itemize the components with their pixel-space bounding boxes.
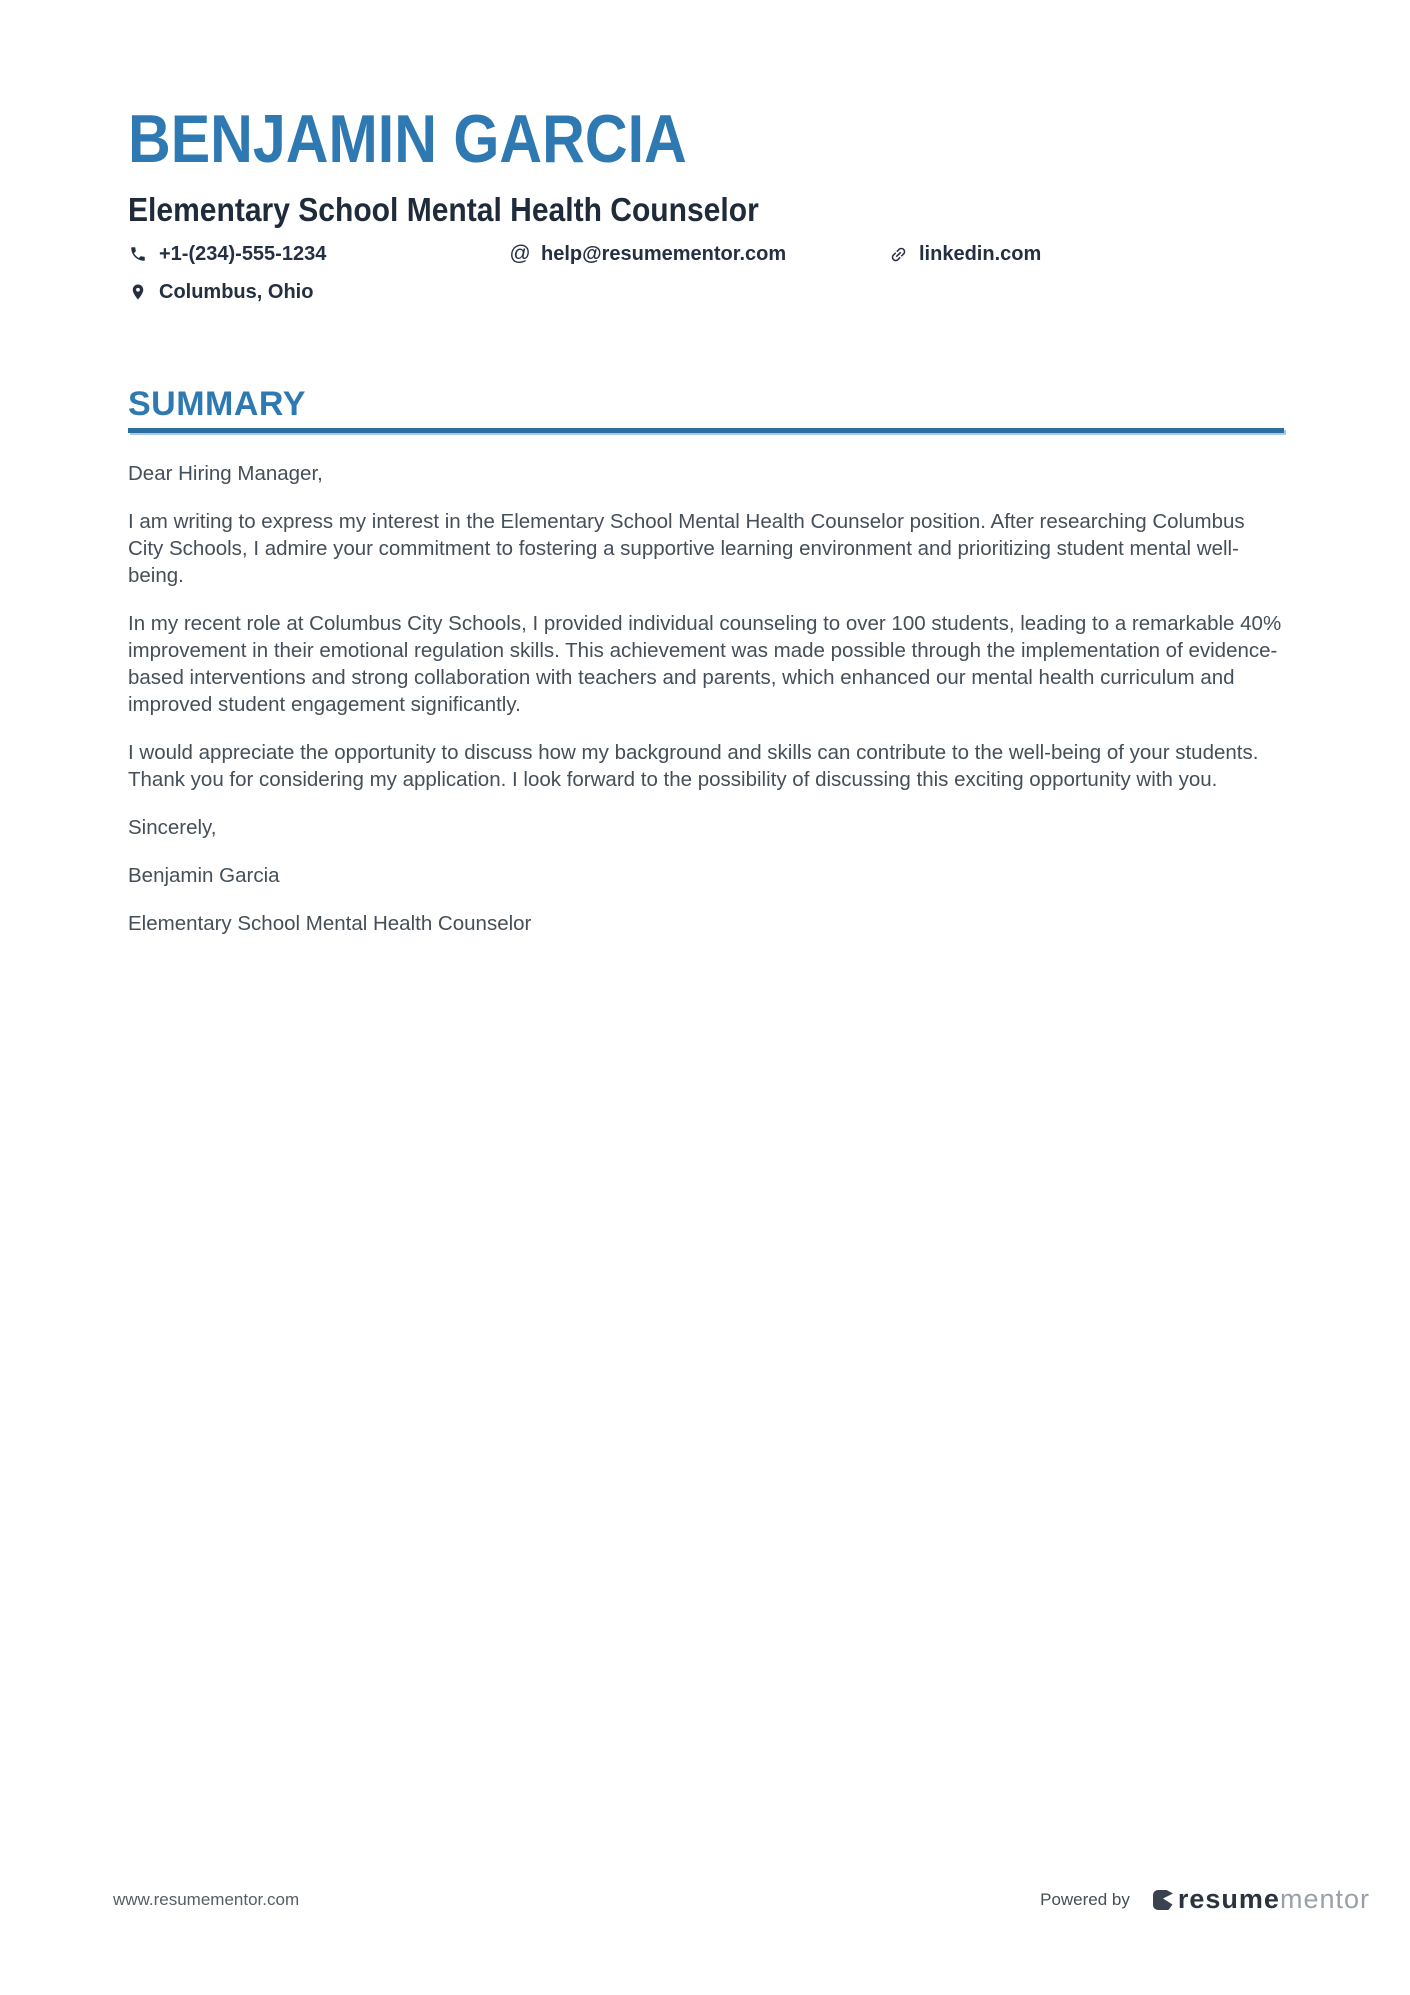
link-icon — [888, 244, 908, 264]
contact-info — [128, 242, 1284, 304]
contact-linkedin-value[interactable]: linkedin.com — [919, 243, 1042, 265]
person-job-title: Elementary School Mental Health Counselor — [128, 191, 759, 228]
summary-section-heading: SUMMARY — [128, 385, 306, 423]
body-paragraph-1: I am writing to express my interest in the Elementary School Mental Health Counselor position. After researching Columbus City Schools, I admire your commitment to fostering a supportive learning environment and prioritizing student mental well-being. — [128, 510, 1245, 587]
body-paragraph-2: In my recent role at Columbus City Schools, I provided individual counseling to over 100 students, leading to a remarkable 40% improvement in their emotional regulation skills. This achievement was made possible through the implementation of evidence-based interventions and strong collaboration with teachers and parents, which enhanced our mental health curriculum and improved student engagement significantly. — [128, 612, 1282, 716]
contact-email[interactable] — [510, 242, 888, 266]
contact-linkedin[interactable] — [888, 242, 1284, 266]
contact-location — [128, 280, 510, 304]
salutation-paragraph: Dear Hiring Manager, — [128, 462, 323, 485]
location-pin-icon — [128, 282, 148, 302]
resumementor-wordmark — [1178, 1884, 1370, 1915]
page-footer — [113, 1884, 1370, 1915]
signature-name: Benjamin Garcia — [128, 864, 280, 887]
person-name: BENJAMIN GARCIA — [128, 101, 687, 177]
brand-word-resume: resume — [1177, 1884, 1280, 1914]
signature-title: Elementary School Mental Health Counselor — [128, 912, 532, 935]
footer-website-link[interactable]: www.resumementor.com — [113, 1889, 300, 1909]
at-sign-icon: @ — [509, 242, 531, 265]
resumementor-logo-icon — [1151, 1888, 1175, 1912]
body-paragraph-3: I would appreciate the opportunity to discuss how my background and skills can contribute to the well-being of your students. Thank you for considering my application. I look forward to the possibility of discussing this exciting opportunity with you. — [128, 741, 1259, 791]
letter-body — [128, 460, 1284, 937]
contact-phone — [128, 242, 510, 266]
contact-email-value[interactable]: help@resumementor.com — [541, 243, 787, 265]
section-divider — [128, 428, 1284, 433]
letter-content — [128, 0, 1284, 958]
powered-by-label: Powered by — [1040, 1889, 1130, 1909]
closing-paragraph: Sincerely, — [128, 816, 217, 839]
contact-location-value: Columbus, Ohio — [159, 281, 314, 303]
brand-word-mentor: mentor — [1279, 1884, 1370, 1914]
contact-phone-value: +1-(234)-555-1234 — [159, 243, 327, 265]
powered-by-block[interactable] — [1040, 1884, 1370, 1915]
phone-icon — [128, 244, 148, 264]
